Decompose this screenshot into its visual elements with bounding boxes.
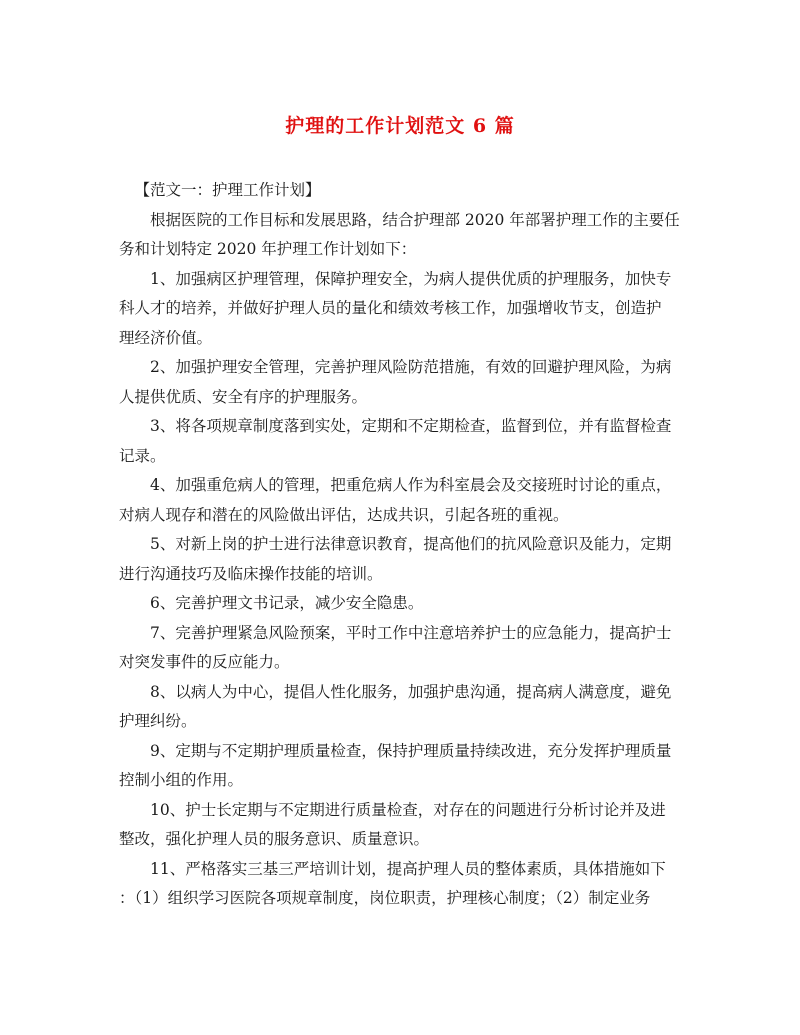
paragraph-item-10 [119,796,681,855]
section-heading: 【范文一：护理工作计划】 [134,181,321,199]
paragraph-item-11 [119,855,681,914]
paragraph-line: 人提供优质、安全有序的护理服务。 [119,387,368,406]
paragraph-item-6 [119,589,681,619]
paragraph-item-4 [119,471,681,530]
paragraph-intro [119,206,681,265]
paragraph-line: 控制小组的作用。 [119,771,244,789]
paragraph-item-5 [119,530,681,589]
paragraph-line: 护理纠纷。 [119,712,197,730]
paragraph-line: ：（1）组织学习医院各项规章制度，岗位职责，护理核心制度；（2）制定业务 [119,889,651,907]
paragraph-item-7 [119,619,681,678]
paragraph-item-3 [119,412,681,471]
paragraph-line: 7、完善护理紧急风险预案，平时工作中注意培养护士的应急能力，提高护士 [150,623,672,642]
paragraph-line: 对突发事件的反应能力。 [119,653,290,671]
paragraph-line: 理经济价值。 [119,328,213,347]
paragraph-line: 整改，强化护理人员的服务意识、质量意识。 [119,830,430,848]
paragraph-item-1 [119,265,681,354]
paragraph-line: 4、加强重危病人的管理，把重危病人作为科室晨会及交接班时讨论的重点， [150,476,672,494]
paragraph-line: 10、护士长定期与不定期进行质量检查，对存在的问题进行分析讨论并及进 [150,800,666,819]
paragraph-line: 9、定期与不定期护理质量检查，保持护理质量持续改进，充分发挥护理质量 [150,741,672,760]
paragraph-line: 3、将各项规章制度落到实处，定期和不定期检查，监督到位，并有监督检查 [150,417,672,435]
paragraph-line: 务和计划特定 2020 年护理工作计划如下： [119,240,417,258]
paragraph-item-8 [119,678,681,737]
paragraph-line: 根据医院的工作目标和发展思路，结合护理部 2020 年部署护理工作的主要任 [150,210,680,229]
paragraph-line: 进行沟通技巧及临床操作技能的培训。 [119,564,383,583]
paragraph-line: 科人才的培养，并做好护理人员的量化和绩效考核工作，加强增收节支，创造护 [119,299,662,317]
paragraph-line: 记录。 [119,446,166,465]
paragraph-line: 8、以病人为中心，提倡人性化服务，加强护患沟通，提高病人满意度，避免 [150,682,672,701]
paragraph-line: 5、对新上岗的护士进行法律意识教育，提高他们的抗风险意识及能力，定期 [150,535,672,553]
paragraph-line: 1、加强病区护理管理，保障护理安全，为病人提供优质的护理服务，加快专 [150,269,672,288]
paragraph-item-2 [119,353,681,412]
paragraph-line: 11、严格落实三基三严培训计划，提高护理人员的整体素质，具体措施如下 [150,859,666,878]
document-body [119,176,681,914]
paragraph-item-9 [119,737,681,796]
paragraph-line: 对病人现存和潜在的风险做出评估，达成共识，引起各班的重视。 [119,505,569,524]
document-title: 护理的工作计划范文 6 篇 [285,115,515,137]
paragraph-line: 2、加强护理安全管理，完善护理风险防范措施，有效的回避护理风险，为病 [150,358,672,376]
paragraph-line: 6、完善护理文书记录，减少安全隐患。 [150,594,424,612]
